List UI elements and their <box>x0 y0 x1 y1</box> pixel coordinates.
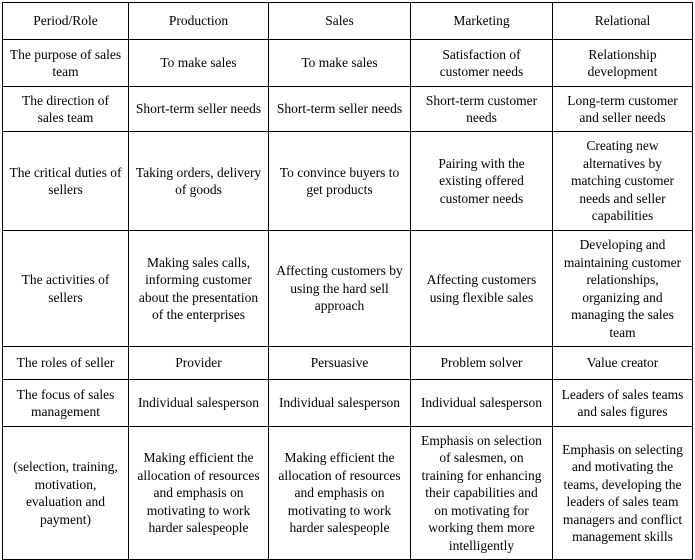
table-cell: Affecting customers using flexible sales <box>411 231 553 347</box>
row-label-cell: The activities of sellers <box>3 231 129 347</box>
table-cell: Value creator <box>553 347 693 380</box>
table-row-management-tasks <box>3 427 693 560</box>
table-cell: Problem solver <box>411 347 553 380</box>
table-cell: Making efficient the allocation of resources and emphasis on motivating to work harder salespeople <box>129 427 269 560</box>
row-label-cell: The critical duties of sellers <box>3 132 129 231</box>
table-cell: Making efficient the allocation of resources and emphasis on motivating to work harder salespeople <box>269 427 411 560</box>
table-cell: Short-term seller needs <box>129 87 269 132</box>
header-cell-sales: Sales <box>269 3 411 40</box>
table-cell: Pairing with the existing offered customer needs <box>411 132 553 231</box>
row-label-cell: The purpose of sales team <box>3 40 129 87</box>
table-cell: Making sales calls, informing customer about the presentation of the enterprises <box>129 231 269 347</box>
header-cell-production: Production <box>129 3 269 40</box>
header-cell-period-role: Period/Role <box>3 3 129 40</box>
table-cell: Relationship development <box>553 40 693 87</box>
row-label-cell: (selection, training, motivation, evaluation and payment) <box>3 427 129 560</box>
table-header-row <box>3 3 693 40</box>
sales-role-comparison-table <box>2 2 693 560</box>
table-cell: Individual salesperson <box>269 380 411 427</box>
table-cell: Emphasis on selecting and motivating the teams, developing the leaders of sales team managers and conflict management skills <box>553 427 693 560</box>
header-cell-relational: Relational <box>553 3 693 40</box>
table-row-direction <box>3 87 693 132</box>
table-row-activities <box>3 231 693 347</box>
table-cell: Provider <box>129 347 269 380</box>
table-cell: Short-term customer needs <box>411 87 553 132</box>
table-row-roles <box>3 347 693 380</box>
table-cell: Long-term customer and seller needs <box>553 87 693 132</box>
row-label-cell: The focus of sales management <box>3 380 129 427</box>
table-cell: To make sales <box>269 40 411 87</box>
table-cell: Individual salesperson <box>411 380 553 427</box>
table-cell: Satisfaction of customer needs <box>411 40 553 87</box>
table-cell: To make sales <box>129 40 269 87</box>
table-cell: Leaders of sales teams and sales figures <box>553 380 693 427</box>
table-cell: Taking orders, delivery of goods <box>129 132 269 231</box>
row-label-cell: The direction of sales team <box>3 87 129 132</box>
table-row-critical-duties <box>3 132 693 231</box>
row-label-cell: The roles of seller <box>3 347 129 380</box>
table-cell: Affecting customers by using the hard sell approach <box>269 231 411 347</box>
table-cell: To convince buyers to get products <box>269 132 411 231</box>
header-cell-marketing: Marketing <box>411 3 553 40</box>
table-row-focus <box>3 380 693 427</box>
table-cell: Short-term seller needs <box>269 87 411 132</box>
table-cell: Developing and maintaining customer relationships, organizing and managing the sales team <box>553 231 693 347</box>
table-cell: Creating new alternatives by matching customer needs and seller capabilities <box>553 132 693 231</box>
table-cell: Individual salesperson <box>129 380 269 427</box>
table-cell: Persuasive <box>269 347 411 380</box>
table-cell: Emphasis on selection of salesmen, on training for enhancing their capabilities and on motivating for working them more intelligently <box>411 427 553 560</box>
table-row-purpose <box>3 40 693 87</box>
